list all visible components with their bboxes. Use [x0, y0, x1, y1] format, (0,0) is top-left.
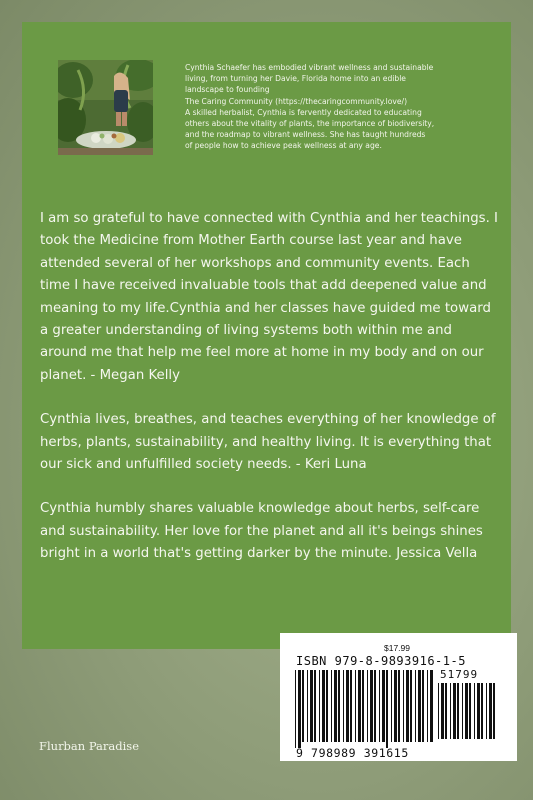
- ean-digits: 9 798989 391615: [296, 746, 409, 760]
- bio-line: landscape to founding: [185, 85, 270, 95]
- isbn-label: ISBN 979-8-9893916-1-5: [296, 654, 466, 668]
- testimonials: [40, 208, 500, 566]
- author-bio: [185, 62, 495, 152]
- price-label: $17.99: [384, 643, 410, 653]
- bio-line: The Caring Community (https://thecaringcommunity.love/): [185, 96, 408, 106]
- addon-barcode: [438, 683, 500, 747]
- barcode-label: [280, 633, 517, 761]
- testimonial-jessica-vella: Cynthia humbly shares valuable knowledge about herbs, self-care and sustainability. Her love for the planet and all it's beings shines bright in a world that's getting darker by the minute. Jessica Vella: [40, 501, 483, 562]
- testimonial-keri-luna: Cynthia lives, breathes, and teaches everything of her knowledge of herbs, plants, sustainability, and healthy living. It is everything that our sick and unfulfilled society needs. - Keri Luna: [40, 412, 496, 473]
- author-photo: [58, 60, 153, 155]
- publisher-name: Flurban Paradise: [39, 739, 140, 753]
- bio-line: A skilled herbalist, Cynthia is fervently dedicated to educating: [185, 107, 422, 117]
- bio-line: others about the vitality of plants, the importance of biodiversity,: [185, 119, 435, 129]
- addon-code: 51799: [440, 668, 479, 681]
- bio-line: of people how to achieve peak wellness at any age.: [185, 141, 382, 151]
- testimonial-megan-kelly: I am so grateful to have connected with Cynthia and her teachings. I took the Medicine from Mother Earth course last year and have attended several of her workshops and community events. Each time I have received invaluable tools that add deepened value and meaning to my life.Cynthia and her classes have guided me toward a greater understanding of living systems both within me and around me that help me feel more at home in my body and on our planet. - Megan Kelly: [40, 211, 498, 383]
- bio-line: and the roadmap to vibrant wellness. She has taught hundreds: [185, 130, 426, 140]
- bio-line: Cynthia Schaefer has embodied vibrant wellness and sustainable: [185, 63, 434, 72]
- back-cover-panel: [22, 22, 511, 649]
- ean-barcode: [295, 670, 435, 750]
- bio-line: living, from turning her Davie, Florida home into an edible: [185, 74, 406, 84]
